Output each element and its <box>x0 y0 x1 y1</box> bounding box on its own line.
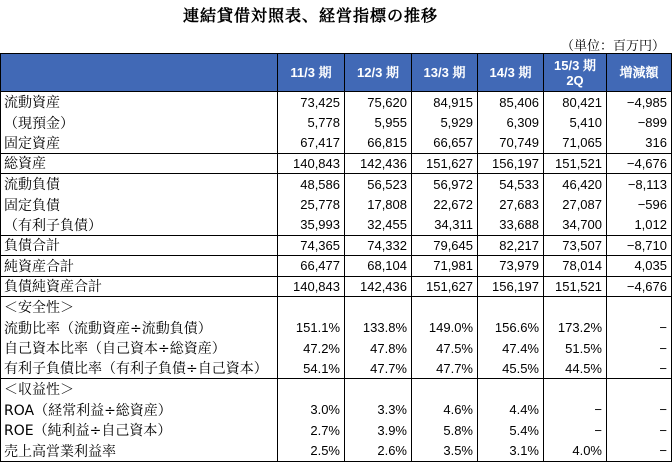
table-cell: − <box>659 360 667 376</box>
row-label: 流動負債 <box>1 174 278 195</box>
table-cell <box>345 379 412 400</box>
column-header-label: 15/3 期 <box>554 57 596 73</box>
table-cell: 140,843 <box>278 154 345 174</box>
table-cell: 151,627 <box>412 277 478 297</box>
table-cell: 33,688 <box>478 215 544 235</box>
column-header-sublabel: 2Q <box>566 72 584 88</box>
row-label: 負債合計 <box>1 236 278 256</box>
table-cell: 25,778 <box>278 195 345 216</box>
table-cell: − <box>659 320 667 336</box>
column-header-label: 増減額 <box>619 65 659 80</box>
table-cell: 54,533 <box>478 174 544 195</box>
table-row <box>1 359 671 380</box>
table-cell <box>544 297 607 318</box>
column-header-label: 13/3 期 <box>423 65 466 80</box>
column-header <box>278 54 345 91</box>
table-cell: −899 <box>637 115 667 131</box>
table-cell: − <box>659 443 667 459</box>
table-row <box>1 441 671 462</box>
table-cell: 3.1% <box>478 441 544 462</box>
section-heading: ＜収益性＞ <box>1 379 278 400</box>
table-cell: 78,014 <box>544 256 607 276</box>
table-cell: 67,417 <box>278 133 345 153</box>
table-cell: 73,507 <box>544 236 607 256</box>
table-cell <box>478 379 544 400</box>
table-cell <box>278 297 345 318</box>
table-cell: − <box>659 340 667 356</box>
table-cell: 156.6% <box>478 318 544 339</box>
table-cell: 5,955 <box>345 113 412 134</box>
table-cell: 79,645 <box>412 236 478 256</box>
table-row <box>1 154 671 175</box>
table-cell: −4,985 <box>626 94 667 110</box>
table-cell: 47.7% <box>345 359 412 379</box>
table-cell <box>278 379 345 400</box>
section-heading-row <box>1 379 671 400</box>
table-cell: 44.5% <box>544 359 607 379</box>
column-header <box>412 54 478 91</box>
table-cell: 4,035 <box>634 258 667 274</box>
table-cell: 75,620 <box>345 92 412 113</box>
row-label: 負債純資産合計 <box>1 277 278 297</box>
table-cell: 156,197 <box>478 277 544 297</box>
table-cell: 3.0% <box>278 400 345 421</box>
table-cell: 3.9% <box>345 420 412 441</box>
row-label: ROE（純利益÷自己資本） <box>1 420 278 441</box>
table-cell: 71,981 <box>412 256 478 276</box>
table-cell: 56,972 <box>412 174 478 195</box>
header-corner <box>1 54 278 91</box>
row-label: 流動比率（流動資産÷流動負債） <box>1 318 278 339</box>
table-cell: 47.5% <box>412 338 478 359</box>
table-cell: − <box>544 400 607 421</box>
table-cell: 34,700 <box>544 215 607 235</box>
table-cell: − <box>659 422 667 438</box>
row-label: 自己資本比率（自己資本÷総資産） <box>1 338 278 359</box>
table-cell: 74,332 <box>345 236 412 256</box>
table-row <box>1 256 671 277</box>
table-row <box>1 113 671 134</box>
table-row <box>1 236 671 257</box>
row-label: 売上高営業利益率 <box>1 441 278 462</box>
table-cell: −4,676 <box>626 155 667 171</box>
unit-note: （単位：百万円） <box>560 39 665 54</box>
column-header <box>544 54 607 91</box>
table-cell <box>412 379 478 400</box>
table-cell: 5,410 <box>544 113 607 134</box>
section-heading-row <box>1 297 671 318</box>
table-row <box>1 338 671 359</box>
table-cell <box>345 297 412 318</box>
table-cell <box>478 297 544 318</box>
table-cell: 46,420 <box>544 174 607 195</box>
table-cell: 4.6% <box>412 400 478 421</box>
table-row <box>1 195 671 216</box>
table-cell: 47.7% <box>412 359 478 379</box>
table-cell: 149.0% <box>412 318 478 339</box>
table-cell: 85,406 <box>478 92 544 113</box>
table-cell: 316 <box>645 135 667 151</box>
table-cell: 142,436 <box>345 154 412 174</box>
table-cell: 156,197 <box>478 154 544 174</box>
table-cell: 17,808 <box>345 195 412 216</box>
table-cell <box>544 379 607 400</box>
table-cell: 5,778 <box>278 113 345 134</box>
column-header-label: 11/3 期 <box>290 65 332 80</box>
column-header <box>478 54 544 91</box>
table-cell: 1,012 <box>634 217 667 233</box>
table-cell: 56,523 <box>345 174 412 195</box>
table-cell: 73,979 <box>478 256 544 276</box>
table-cell: 151,521 <box>544 277 607 297</box>
table-cell: 173.2% <box>544 318 607 339</box>
table-row <box>1 420 671 441</box>
row-label: 流動資産 <box>1 92 278 113</box>
table-cell: 32,455 <box>345 215 412 235</box>
table-cell: 47.2% <box>278 338 345 359</box>
table-cell: 73,425 <box>278 92 345 113</box>
table-row <box>1 400 671 421</box>
section-heading: ＜安全性＞ <box>1 297 278 318</box>
table-body <box>1 92 671 461</box>
table-cell: 5,929 <box>412 113 478 134</box>
table-cell: 80,421 <box>544 92 607 113</box>
table-cell: 47.8% <box>345 338 412 359</box>
row-label: 固定負債 <box>1 195 278 216</box>
table-cell: 133.8% <box>345 318 412 339</box>
table-cell: 2.7% <box>278 420 345 441</box>
table-cell: 66,815 <box>345 133 412 153</box>
table-cell: 27,683 <box>478 195 544 216</box>
table-cell: 142,436 <box>345 277 412 297</box>
table-cell: 4.4% <box>478 400 544 421</box>
table-cell: 66,657 <box>412 133 478 153</box>
table-cell: 82,217 <box>478 236 544 256</box>
table-cell: 54.1% <box>278 359 345 379</box>
table-cell: 34,311 <box>412 215 478 235</box>
table-cell: 68,104 <box>345 256 412 276</box>
table-cell: 35,993 <box>278 215 345 235</box>
table-cell <box>607 297 671 318</box>
table-header <box>1 54 671 92</box>
table-row <box>1 277 671 298</box>
table-cell: 70,749 <box>478 133 544 153</box>
table-cell: 151.1% <box>278 318 345 339</box>
table-cell: 47.4% <box>478 338 544 359</box>
column-header <box>607 54 671 91</box>
table-cell: − <box>544 420 607 441</box>
column-header <box>345 54 412 91</box>
table-cell: 27,087 <box>544 195 607 216</box>
table-cell: 3.5% <box>412 441 478 462</box>
table-cell: 2.6% <box>345 441 412 462</box>
table-cell: 66,477 <box>278 256 345 276</box>
table-row <box>1 318 671 339</box>
table-cell <box>607 379 671 400</box>
table-row <box>1 92 671 113</box>
table-cell: 51.5% <box>544 338 607 359</box>
table-cell: 22,672 <box>412 195 478 216</box>
row-label: ROA（経常利益÷総資産） <box>1 400 278 421</box>
table-title: 連結貸借対照表、経営指標の推移 <box>183 6 439 25</box>
table-cell: −596 <box>637 197 667 213</box>
table-cell: 74,365 <box>278 236 345 256</box>
column-header-label: 14/3 期 <box>489 65 532 80</box>
row-label: （現預金） <box>1 113 278 134</box>
table-row <box>1 215 671 236</box>
table-cell: 84,915 <box>412 92 478 113</box>
table-cell: 151,521 <box>544 154 607 174</box>
table-cell: −8,113 <box>627 176 667 192</box>
table-cell: 5.8% <box>412 420 478 441</box>
table-cell: 151,627 <box>412 154 478 174</box>
data-table <box>0 53 672 462</box>
table-cell: 140,843 <box>278 277 345 297</box>
table-cell <box>412 297 478 318</box>
table-row <box>1 133 671 154</box>
row-label: 純資産合計 <box>1 256 278 276</box>
table-cell: 5.4% <box>478 420 544 441</box>
table-cell: −4,676 <box>626 278 667 294</box>
table-cell: 45.5% <box>478 359 544 379</box>
table-cell: − <box>659 402 667 418</box>
row-label: 固定資産 <box>1 133 278 153</box>
column-header-label: 12/3 期 <box>357 65 399 80</box>
row-label: 総資産 <box>1 154 278 174</box>
table-cell: 4.0% <box>544 441 607 462</box>
table-cell: 2.5% <box>278 441 345 462</box>
table-cell: −8,710 <box>626 237 667 253</box>
table-row <box>1 174 671 195</box>
table-cell: 71,065 <box>544 133 607 153</box>
table-cell: 6,309 <box>478 113 544 134</box>
row-label: （有利子負債） <box>1 215 278 235</box>
table-cell: 3.3% <box>345 400 412 421</box>
row-label: 有利子負債比率（有利子負債÷自己資本） <box>1 359 278 379</box>
table-cell: 48,586 <box>278 174 345 195</box>
